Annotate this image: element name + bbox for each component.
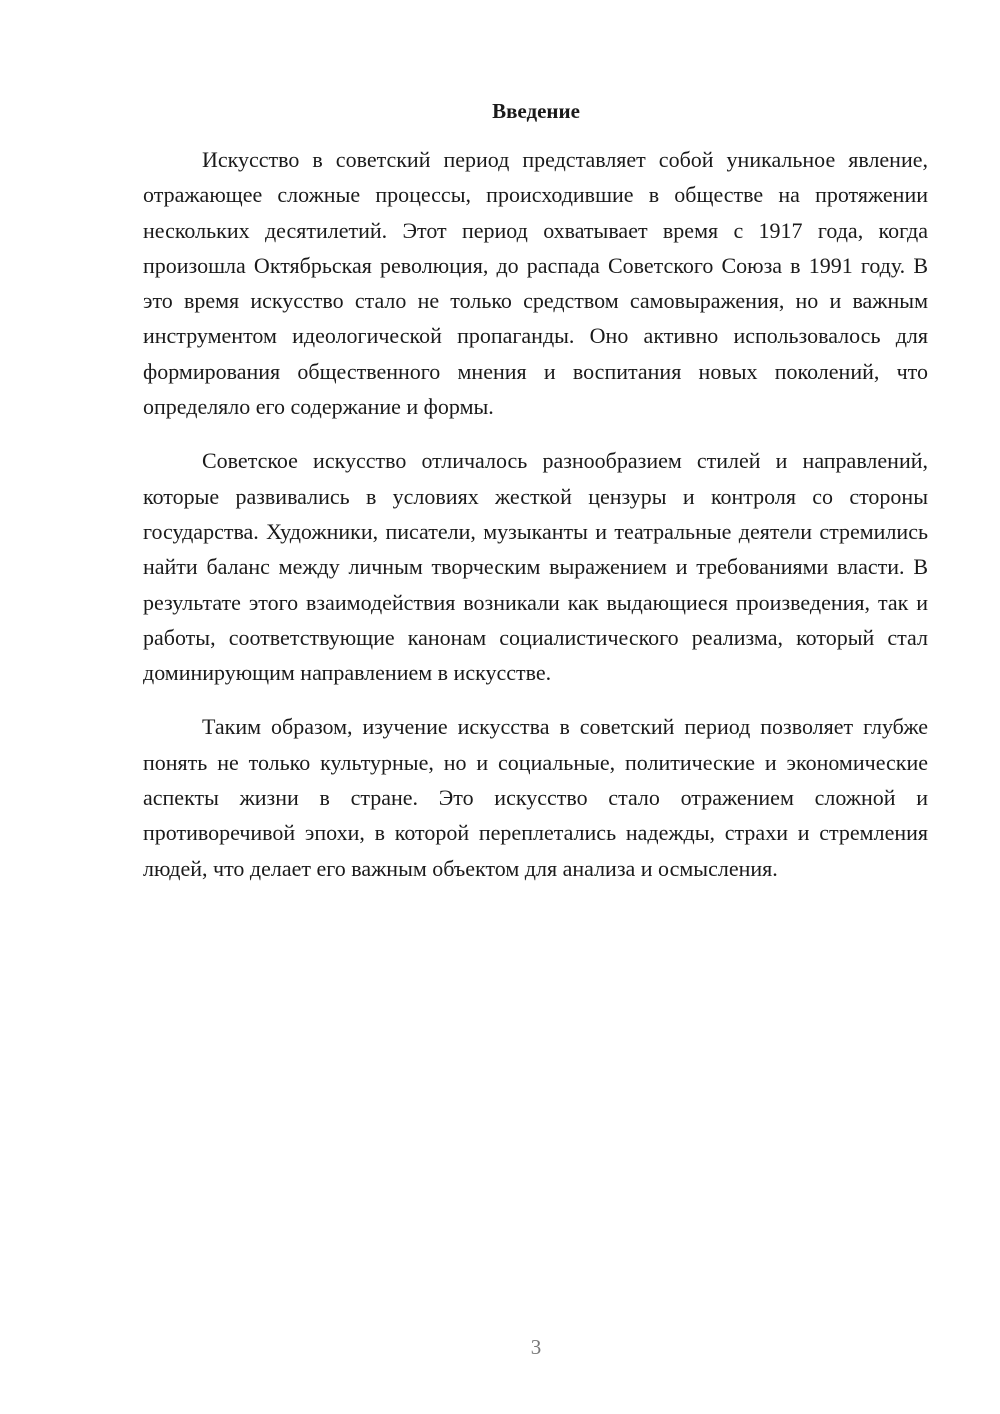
paragraph-1: Искусство в советский период представляет собой уникальное явление, отражающее сложные процессы, происходившие в обществе на протяжении нескольких десятилетий. Этот период охватывает время с 1917 года, когда произошла Октябрьская революция, до распада Советского Союза в 1991 году. В это время искусство стало не только средством самовыражения, но и важным инструментом идеологической пропаганды. Оно активно использовалось для формирования общественного мнения и воспитания новых поколений, что определяло его содержание и формы. (143, 147, 928, 420)
paragraph-2: Советское искусство отличалось разнообразием стилей и направлений, которые развивались в условиях жесткой цензуры и контроля со стороны государства. Художники, писатели, музыканты и театральные деятели стремились найти баланс между личным творческим выражением и требованиями власти. В результате этого взаимодействия возникали как выдающиеся произведения, так и работы, соответствующие канонам социалистического реализма, который стал доминирующим направлением в искусстве. (143, 448, 928, 686)
page-number: 3 (530, 1335, 542, 1359)
paragraph-3: Таким образом, изучение искусства в советский период позволяет глубже понять не только культурные, но и социальные, политические и экономические аспекты жизни в стране. Это искусство стало отражением сложной и противоречивой эпохи, в которой переплетались надежды, страхи и стремления людей, что делает его важным объектом для анализа и осмысления. (143, 714, 928, 881)
body-text (143, 142, 928, 905)
section-title: Введение (492, 99, 580, 123)
